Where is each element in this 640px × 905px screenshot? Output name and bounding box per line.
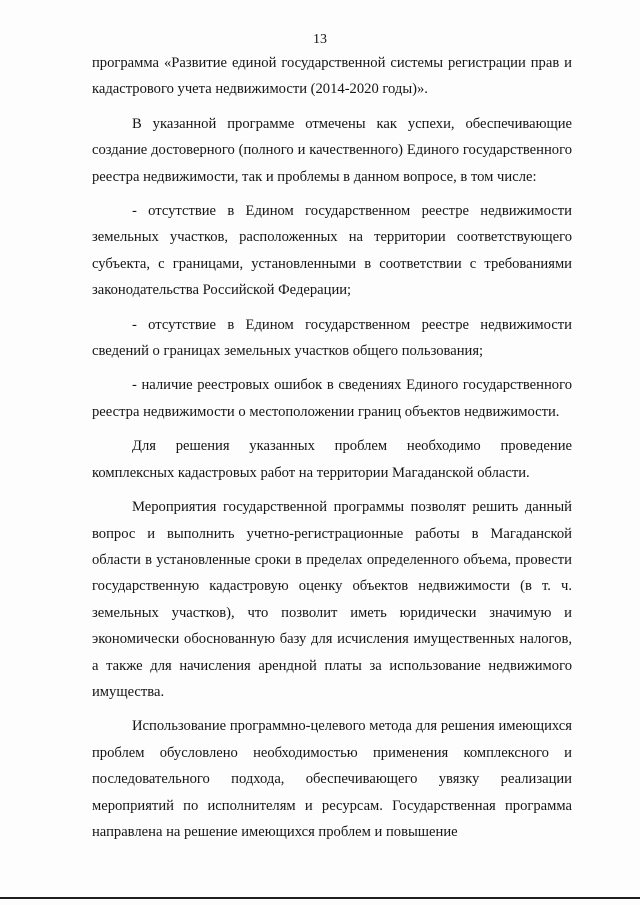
page-number: 13 [313,32,327,47]
list-item-land-plots: - отсутствие в Едином государственном реестре недвижимости земельных участков, расположенных на территории соответствующего субъекта, с границами, установленными в соответствии с требованиями законодательства Российской Федерации; [92,203,572,299]
paragraph-cadastral-works: Для решения указанных проблем необходимо проведение комплексных кадастровых работ на территории Магаданской области. [92,438,572,481]
paragraph-program-title: программа «Развитие единой государственной системы регистрации прав и кадастрового учета недвижимости (2014-2020 годы)». [92,55,572,98]
list-item-public-land: - отсутствие в Едином государственном реестре недвижимости сведений о границах земельных участков общего пользования; [92,316,572,360]
paragraph-program-measures: Мероприятия государственной программы позволят решить данный вопрос и выполнить учетно-регистрационные работы в Магаданской области в установленные сроки в пределах определенного объема, провести государственную кадастровую оценку объектов недвижимости (в т. ч. земельных участков), что позволит иметь юридически значимую и экономически обоснованную базу для исчисления имущественных налогов, а также для начисления арендной платы за использование недвижимого имущества. [92,499,572,700]
list-item-registry-errors: - наличие реестровых ошибок в сведениях Единого государственного реестра недвижимости о местоположении границ объектов недвижимости. [92,377,572,420]
paragraph-program-method: Использование программно-целевого метода для решения имеющихся проблем обусловлено необходимостью применения комплексного и последовательного подхода, обеспечивающего увязку реализации мероприятий по исполнителям и ресурсам. Государственная программа направлена на решение имеющихся проблем и повышение [92,718,572,840]
document-body [92,50,572,853]
bottom-edge-rule [0,897,640,899]
paragraph-program-summary: В указанной программе отмечены как успехи, обеспечивающие создание достоверного (полного и качественного) Единого государственного реестра недвижимости, так и проблемы в данном вопросе, в том числе: [92,115,572,185]
